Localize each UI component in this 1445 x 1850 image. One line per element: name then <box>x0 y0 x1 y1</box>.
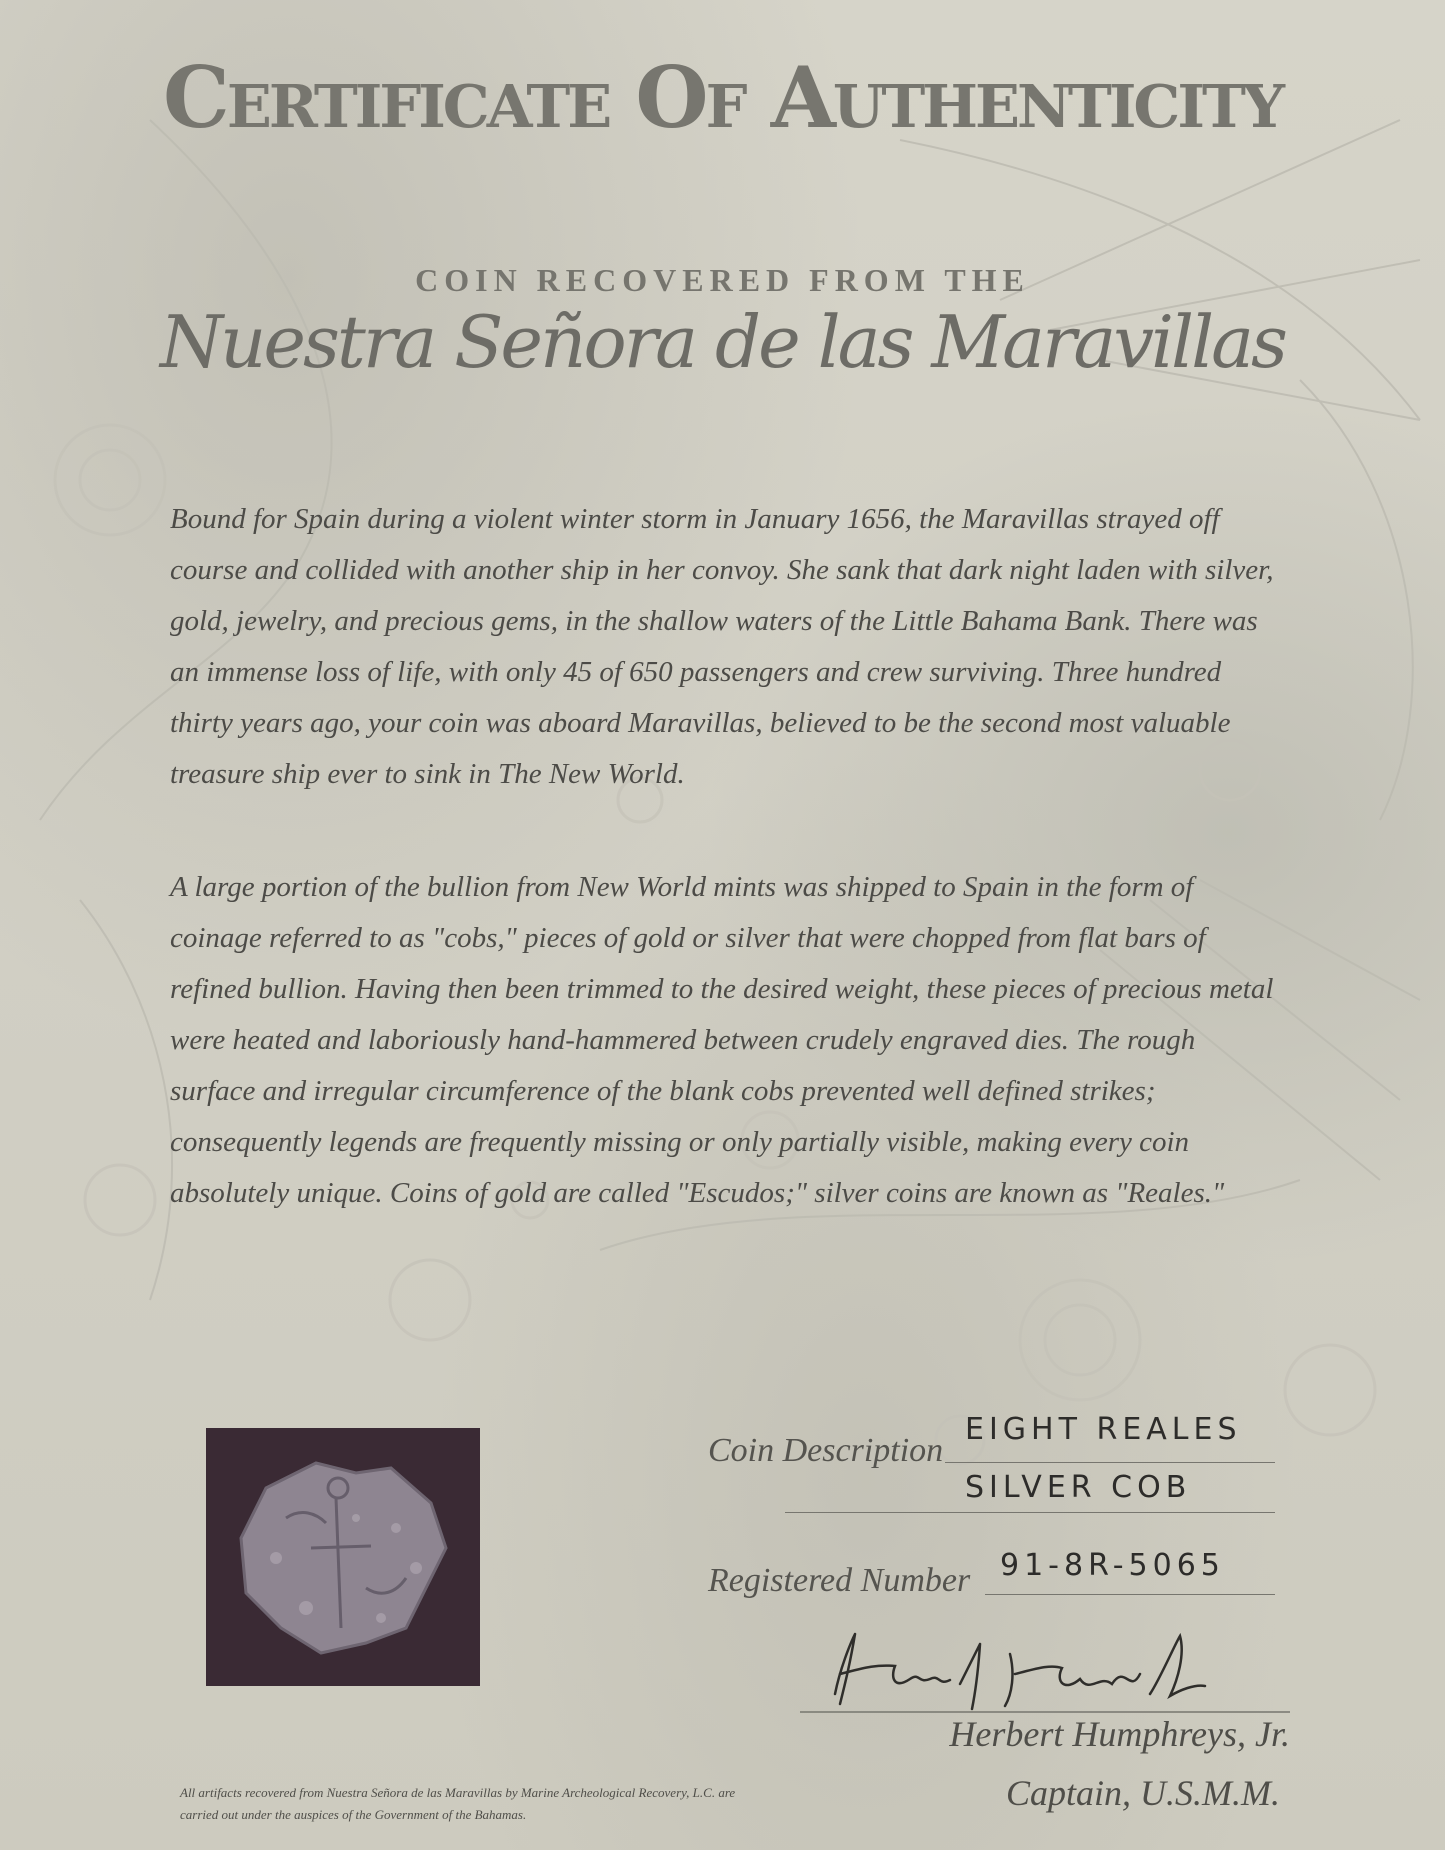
signature <box>800 1624 1290 1714</box>
signer-title: Captain, U.S.M.M. <box>1006 1773 1280 1813</box>
registered-number-label: Registered Number <box>708 1562 971 1599</box>
coin-image <box>206 1428 480 1686</box>
signer-name: Herbert Humphreys, Jr. <box>949 1714 1290 1754</box>
ship-name: Nuestra Señora de las Maravillas <box>160 300 1285 384</box>
coin-description-underline-2 <box>785 1512 1275 1513</box>
coin-photo <box>206 1428 480 1686</box>
coin-description-label: Coin Description <box>708 1432 944 1469</box>
certificate-subtitle: COIN RECOVERED FROM THE <box>415 262 1030 298</box>
coinage-paragraph: A large portion of the bullion from New World mints was shipped to Spain in the form of coinage referred to as "cobs," pieces of gold or silver that were chopped from flat bars of refined bullion. Having then been trimmed to the desired weight, these pieces of precious metal were heated and laboriously hand-hammered between crudely engraved dies. The rough surface and irregular circumference of the blank cobs prevented well defined strikes; consequently legends are frequently missing or only partially visible, making every coin absolutely unique. Coins of gold are called "Escudos;" silver coins are known as "Reales." <box>170 871 1274 1209</box>
footnote: All artifacts recovered from Nuestra Señora de las Maravillas by Marine Archeological Recovery, L.C. are carried out under the auspices of the Government of the Bahamas. <box>180 1785 736 1822</box>
coin-description-underline <box>945 1462 1275 1463</box>
certificate-title: Certificate Of Authenticity <box>163 48 1282 147</box>
coin-description-value-line2: SILVER COB <box>965 1470 1192 1505</box>
registered-number-value: 91-8R-5065 <box>1000 1548 1225 1583</box>
coin-description-value-line1: EIGHT REALES <box>965 1412 1242 1447</box>
history-paragraph: Bound for Spain during a violent winter storm in January 1656, the Maravillas strayed off course and collided with another ship in her convoy. She sank that dark night laden with silver, gold, jewelry, and precious gems, in the shallow waters of the Little Bahama Bank. There was an immense loss of life, with only 45 of 650 passengers and crew surviving. Three hundred thirty years ago, your coin was aboard Maravillas, believed to be the second most valuable treasure ship ever to sink in The New World. <box>170 503 1274 790</box>
registered-number-underline <box>985 1594 1275 1595</box>
